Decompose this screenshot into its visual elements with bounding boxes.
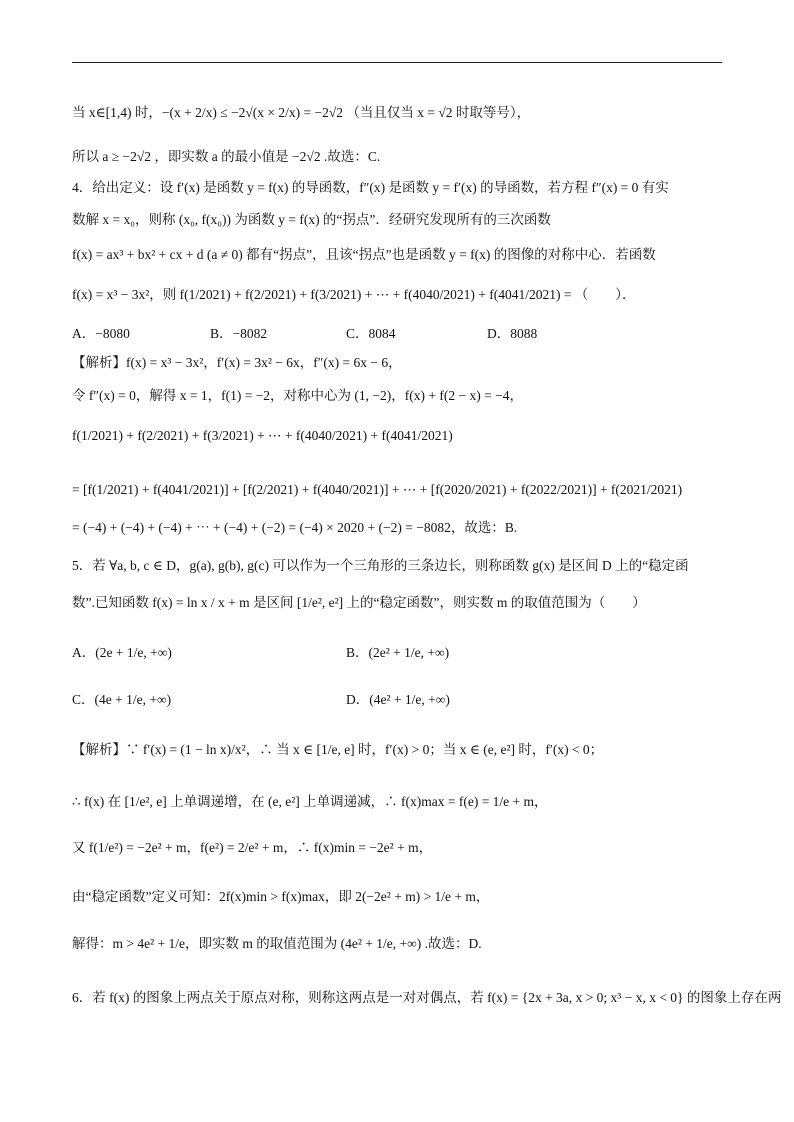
text-line: f(1/2021) + f(2/2021) + f(3/2021) + ⋯ + f(4040/2021) + f(4041/2021) <box>72 428 453 443</box>
option-c: C．8084 <box>346 326 396 341</box>
option-b: B．−8082 <box>210 326 268 341</box>
text-line: 由“稳定函数”定义可知：2f(x)min > f(x)max，即 2(−2e² + m) > 1/e + m， <box>72 889 490 904</box>
option-c: C．(4e + 1/e, +∞) <box>72 692 172 707</box>
text-line: 解得：m > 4e² + 1/e，即实数 m 的取值范围为 (4e² + 1/e, +∞) .故选：D. <box>72 936 482 951</box>
analysis-line: 【解析】f(x) = x³ − 3x²，f′(x) = 3x² − 6x，f″(x) = 6x − 6， <box>72 355 402 370</box>
text-line: = (−4) + (−4) + (−4) + ⋯ + (−4) + (−2) = (−4) × 2020 + (−2) = −8082，故选：B. <box>72 520 518 535</box>
text-line: 当 x∈[1,4) 时，−(x + 2/x) ≤ −2√(x × 2/x) = −2√2 （当且仅当 x = √2 时取等号）， <box>72 105 531 120</box>
text-line: 令 f″(x) = 0，解得 x = 1，f(1) = −2，对称中心为 (1, −2)，f(x) + f(2 − x) = −4， <box>72 388 523 403</box>
text-line: = [f(1/2021) + f(4041/2021)] + [f(2/2021) + f(4040/2021)] + ⋯ + [f(2020/2021) + f(2022/2021)] + f(2021/2021) <box>72 482 683 497</box>
question-5-line: 5．若 ∀a, b, c ∈ D，g(a), g(b), g(c) 可以作为一个三角形的三条边长，则称函数 g(x) 是区间 D 上的“稳定函 <box>72 558 689 573</box>
question-4-line: 4．给出定义：设 f′(x) 是函数 y = f(x) 的导函数，f″(x) 是函数 y = f′(x) 的导函数，若方程 f″(x) = 0 有实 <box>72 180 669 195</box>
option-a: A．−8080 <box>72 326 130 341</box>
option-d: D．(4e² + 1/e, +∞) <box>346 692 450 707</box>
question-6-line: 6．若 f(x) 的图象上两点关于原点对称，则称这两点是一对对偶点，若 f(x) = {2x + 3a, x > 0; x³ − x, x < 0} 的图象上存在两 <box>72 990 782 1005</box>
text-line: 数”.已知函数 f(x) = ln x / x + m 是区间 [1/e², e²] 上的“稳定函数”，则实数 m 的取值范围为（ ） <box>72 595 646 610</box>
text-line: 又 f(1/e²) = −2e² + m，f(e²) = 2/e² + m，∴ f(x)min = −2e² + m， <box>72 840 433 855</box>
text-line: 所以 a ≥ −2√2 ，即实数 a 的最小值是 −2√2 .故选：C. <box>72 149 381 164</box>
analysis-line: 【解析】∵ f′(x) = (1 − ln x)/x²，∴ 当 x ∈ [1/e, e] 时，f′(x) > 0；当 x ∈ (e, e²] 时，f′(x) < 0； <box>72 742 604 757</box>
text-line: f(x) = ax³ + bx² + cx + d (a ≠ 0) 都有“拐点”，且该“拐点”也是函数 y = f(x) 的图像的对称中心．若函数 <box>72 247 656 262</box>
option-b: B．(2e² + 1/e, +∞) <box>346 645 450 660</box>
text-line: 数解 x = x₀，则称 (x₀, f(x₀)) 为函数 y = f(x) 的“拐点”．经研究发现所有的三次函数 <box>72 212 551 227</box>
text-line: ∴ f(x) 在 [1/e², e] 上单调递增，在 (e, e²] 上单调递减，∴ f(x)max = f(e) = 1/e + m， <box>72 794 548 809</box>
option-d: D．8088 <box>487 326 538 341</box>
text-line: f(x) = x³ − 3x²，则 f(1/2021) + f(2/2021) + f(3/2021) + ⋯ + f(4040/2021) + f(4041/2021) = （ ）． <box>72 287 636 302</box>
option-a: A．(2e + 1/e, +∞) <box>72 645 172 660</box>
header-rule <box>72 62 722 63</box>
